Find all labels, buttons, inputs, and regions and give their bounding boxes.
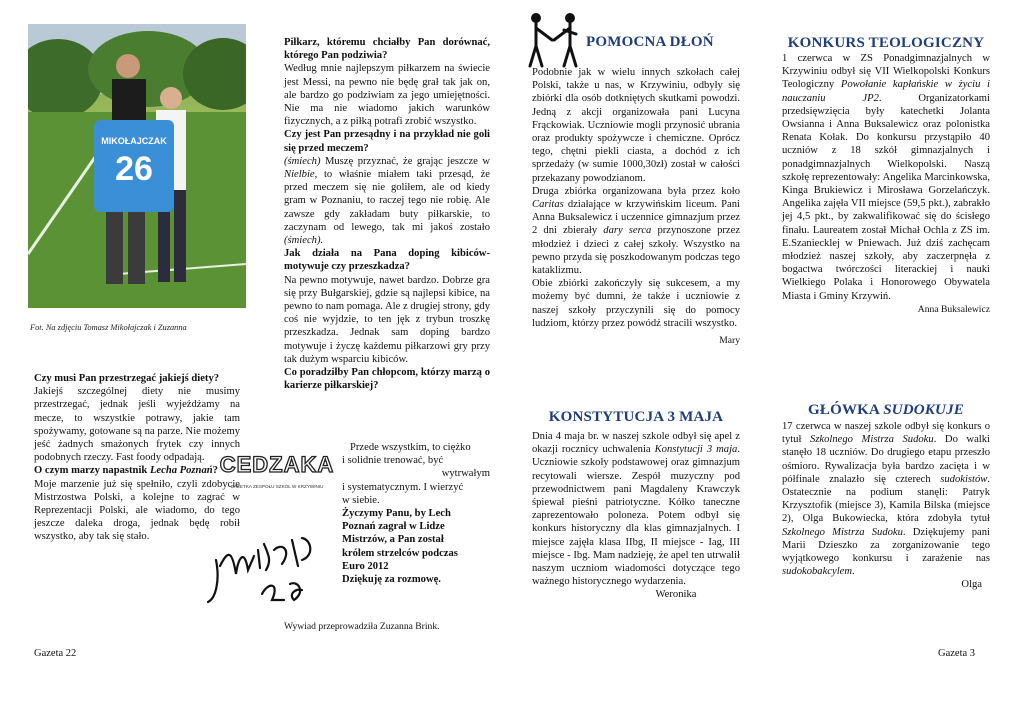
logo-subtitle: GAZETKA ZESPOŁU SZKÓŁ W KRZYWINIU [230, 484, 324, 489]
footer-left: Gazeta 22 [34, 648, 77, 659]
question-dream [34, 464, 240, 477]
pomocna-paragraph-1: Podobnie jak w wielu innych szkołach całej Polski, także u nas, w Krzywiniu, odbyły się zbiórki dla osób dotkniętych skutkami powodzi. Jedną z akcji organizowała pani Lucyna Frąckowiak. Uczniowie mogli przynosić ubrania oraz produkty spożywcze i chemiczne. Oprócz tego, chętni piekli ciasta, a dochód z ich sprzedaży (w sumie 1000,30zł) został w całości przekazany powodzianom. [532, 67, 740, 184]
wish-line-5: Euro 2012 [342, 560, 389, 572]
advice-line-1: Przede wszystkim, to ciężko [350, 442, 471, 453]
wish-line-4: królem strzelców podczas [342, 547, 458, 559]
sudoku-article [782, 420, 990, 592]
sudoku-text-3: . Ostatecznie na podium stanęli: Patryk Krzysztofik (miejsce 3), Kamila Bilska (miejsce 2), Olga Bukowiecka, która zdobyła tytuł [782, 473, 990, 525]
photo-caption: Fot. Na zdjęciu Tomasz Mikołajczak i Zuzanna [30, 323, 187, 332]
logo-text: CEDZAKA [219, 452, 335, 477]
teologiczny-article [782, 52, 990, 316]
konstytucja-article [532, 430, 740, 602]
konstytucja-title: KONSTYTUCJA 3 MAJA [548, 409, 724, 425]
answer-fans: Na pewno motywuje, nawet bardzo. Dobrze gra się przy Bułgarskiej, gdzie są najlepsi kibice, na pewno to nam pomaga. Ale z drugiej strony, gdy coś nie wyjdzie, to ten jęk z trybun troszkę przeszkadza. Jednak sam doping bardzo motywuje i życzę każdemu piłkarzowi gry przy tak dużym wsparciu kibiców. [284, 274, 490, 365]
wish-line-3: Mistrzów, a Pan został [342, 534, 444, 546]
teologiczny-title: KONKURS TEOLOGICZNY [787, 35, 985, 51]
shirt-name: MIKOŁAJCZAK [101, 136, 167, 146]
interview-credit: Wywiad przeprowadziła Zuzanna Brink. [284, 621, 440, 632]
pomocna-p2-text-2: działające w krzywińskim liceum. Pani Anna Buksalewicz i uczennice gimnazjum przez 2 dni zbierały [532, 199, 740, 237]
konstytucja-text-2: . Uczniowie szkoły podstawowej oraz gimnazjum recytowali wiersze. Zespół muzyczny pod przewodnictwem pani Magdaleny Krawczyk śpiewał pieśni patriotyczne. Kółko taneczne zaprezentowało poloneza. Potem odbył się konkurs historyczny dla klas gimnazjalnych. I miejsce zajęła klasa IIbg, II miejsce - Iag, III miejsce - Ibg. Mam nadzieję, że apel ten utrwalił naszym uczniom wiadomości dotyczące tego ważnego historycznego wydarzenia. [532, 444, 740, 588]
pomocna-p2-text-1: Druga zbiórka organizowana była przez koło [532, 185, 740, 197]
answer-smile: (śmiech) [284, 155, 321, 167]
answer-club: Nielbie [284, 169, 315, 181]
question-advice: Co poradziłby Pan chłopcom, którzy marzą o karierze piłkarskiej? [284, 367, 490, 392]
sudoku-paragraph [782, 420, 990, 578]
pomocna-article [532, 66, 740, 347]
question-superstition: Czy jest Pan przesądny i na przykład nie goli się przed meczem? [284, 129, 490, 154]
shirt-number: 26 [115, 150, 153, 188]
konstytucja-paragraph [532, 430, 740, 588]
advice-line-2: i solidnie trenować, być [342, 455, 444, 467]
konstytucja-signature: Weronika [655, 589, 697, 601]
sudoku-champion-title: Szkolnego Mistrza Sudoku [782, 526, 903, 538]
sudoku-text-2: . Do walki stanęło 18 uczniów. Do drugiego etapu przeszło ośmioro. Rywalizacja była bardzo zacięta i w półfinale znalazło się czterech [782, 434, 990, 485]
answer-diet: Jakiejś szczególnej diety nie musimy przestrzegać, jednak jeśli wyjeżdżamy na mecze, to wszystkie potrawy, jakie tam spożywamy, gotowane są na parze. Nie możemy jeść żadnych smażonych frytek czy innych podobnych rzeczy. Fast foody odpadają. [34, 386, 240, 464]
pomocna-signature: Mary [719, 335, 740, 347]
konstytucja-text-1: Dnia 4 maja br. w naszej szkole odbył się apel z okazji rocznicy uchwalenia [532, 431, 740, 456]
answer-smile-end: (śmiech). [284, 235, 324, 247]
question-diet: Czy musi Pan przestrzegać jakiejś diety? [34, 373, 220, 384]
wish-line-2: Poznań zagrał w Lidze [342, 521, 445, 533]
players-photo [28, 24, 246, 308]
footer-right: Gazeta 3 [938, 648, 976, 659]
helping-hand-icon [524, 10, 584, 70]
teologiczny-text-2: . Organizatorkami przedsięwzięcia były katechetki Jolanta Owsianna i Anna Buksalewicz oraz polonistka Renata Kołak. Do konkursu przystąpiło 40 uczniów z 18 szkół gimnazjalnych i ponadgimnazjalnych Wielkopolski. Naszą szkołę reprezentowały: Angelika Marcinkowska, Kinga Brukiewicz i Mirosława Gorzelańczyk. Angelika zajęła VII miejsce (59,5 pkt.), zabrakło jej 4,5 pkt., by zakwalifikować się do ścisłego finału. Laureatem został Michał Ochla z ZS im. E.Szaniecklej w Pniewach. Już dziś zachęcam młodzież naszej szkoły, aby zaczerpnęła z bogactwa twórczości literackiej i nauki Wielkiego Polaka i Honorowego Obywatela Miasta i Gminy Krzywiń. [782, 92, 990, 302]
answer-idol: Według mnie najlepszym piłkarzem na świecie jest Messi, na pewno nie będę grał tak jak on, ale bardzo go podziwiam za jego umiejętności. Nie ma nie wiadomo jakich warunków fizycznych, a z piłką potrafi zrobić wszystko. [284, 63, 490, 128]
pomocna-title: POMOCNA DŁOŃ [586, 34, 714, 50]
sudoku-text-4: . Dziękujemy pani Marii Dzieszko za zorganizowanie tego wyjątkowego konkursu i zarażenie nas [782, 526, 990, 565]
teologiczny-text-1: 1 czerwca w ZS Ponadgimnazjalnych w Krzywiniu odbył się VII Wielkopolski Konkurs Teologiczny [782, 53, 990, 91]
two-figures-icon [524, 10, 584, 70]
sudoku-title-b: SUDOKUJE [883, 402, 964, 418]
pomocna-p2-text-3: przynoszone przez młodzież i dzieci z całej szkoły. Wszystko na pewno przyda się poszkodowanym podczas tego kataklizmu. [532, 225, 741, 277]
sudoku-title [782, 402, 990, 419]
pomocna-dary-serca: dary serca [603, 225, 652, 237]
answer-superstition [284, 155, 490, 247]
sudoku-end: . [852, 566, 855, 578]
advice-line-5: w siebie. [342, 494, 380, 506]
konstytucja-name: Konstytucji 3 maja [654, 444, 738, 456]
advice-block [342, 441, 490, 586]
wish-line-1: Życzymy Panu, by Lech [342, 508, 451, 520]
gazette-logo [214, 452, 340, 502]
answer-text-1: Muszę przyznać, że grając jeszcze w [324, 155, 490, 167]
signature-drawing [202, 520, 332, 612]
sudoku-signature: Olga [961, 579, 982, 591]
sudoku-bakcyl: sudokobakcylem [782, 566, 853, 578]
pomocna-paragraph-3: Obie zbiórki zakończyły się sukcesem, a my możemy być dumni, że także i uczniowie z naszej szkoły przyczynili się do pomocy ludziom, którzy przez powódź stracili wszystko. [532, 278, 740, 329]
answer-text-2: , to właśnie miałem taki przesąd, że przed meczem się nie goliłem, ale od kiedy gram w Poznaniu, to raczej tego nie robię. Ale zawsze gdy zakładam buty piłkarskie, to zaczynam od lewego, tak mi jakoś zostało [284, 169, 490, 233]
advice-line-4: i systematycznym. I wierzyć [342, 481, 464, 493]
pomocna-caritas: Caritas [532, 199, 564, 211]
interview-column [284, 36, 490, 392]
sudoku-text-1: 17 czerwca w naszej szkole odbył się konkurs o tytuł [782, 421, 990, 446]
question-idol: Piłkarz, któremu chciałby Pan dorównać, którego Pan podziwia? [284, 37, 490, 62]
question-dream-club: Lecha Poznań [149, 465, 213, 477]
teologiczny-signature: Anna Buksalewicz [917, 303, 990, 315]
question-dream-mark: ? [212, 465, 218, 477]
teologiczny-paragraph [782, 52, 990, 303]
question-dream-text: O czym marzy napastnik [34, 465, 148, 477]
signature [202, 520, 332, 612]
teologiczny-theme: Powołanie kapłańskie w życiu i nauczaniu JP2 [782, 79, 990, 104]
pomocna-paragraph-2 [532, 185, 740, 277]
sudoku-title-a: GŁÓWKA [808, 402, 880, 418]
left-column-text [34, 372, 240, 544]
sudoku-title-mention: Szkolnego Mistrza Sudoku [810, 434, 934, 446]
advice-line-3: wytrwałym [441, 468, 490, 480]
thanks: Dziękuję za rozmowę. [342, 574, 441, 586]
answer-dream: Moje marzenie już się spełniło, czyli zdobycie Mistrzostwa Polski, a kolejne to zagrać w Reprezentacji Polski, ale wiadomo, do tego jeszcze daleka droga, jednak będę robił wszystko, aby tak się stało. [34, 478, 240, 543]
sudoku-sudokistow: sudokistów [940, 473, 988, 485]
question-fans: Jak działa na Pana doping kibiców- motywuje czy przeszkadza? [284, 248, 490, 273]
